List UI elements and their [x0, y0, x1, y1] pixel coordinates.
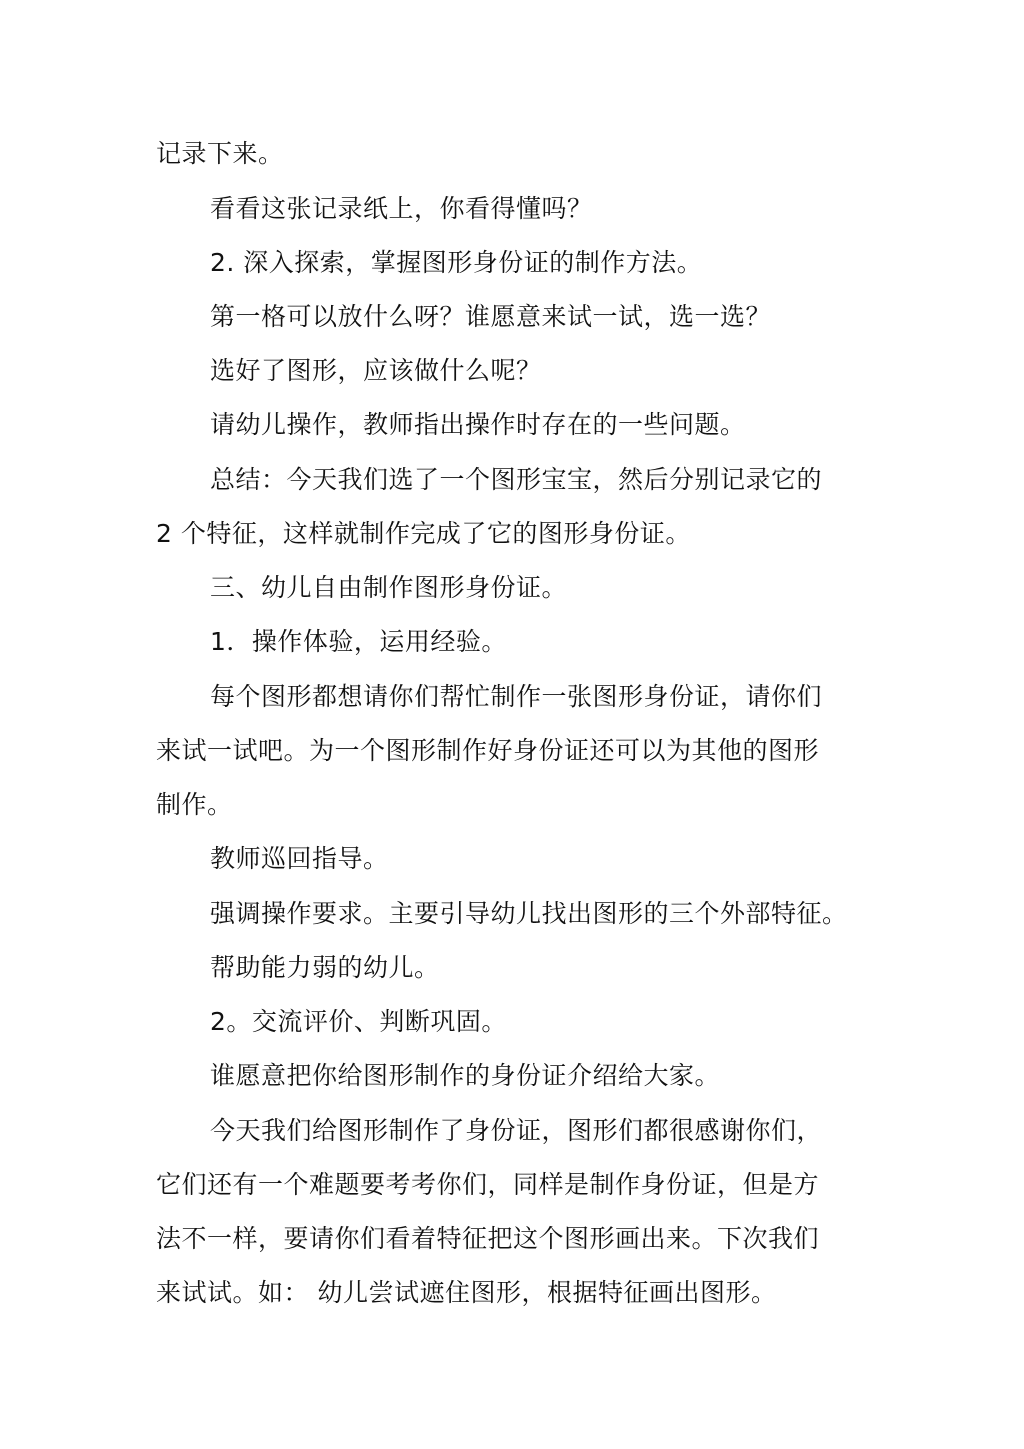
paragraph-line: 今天我们给图形制作了身份证，图形们都很感谢你们， [210, 1116, 823, 1145]
paragraph-line: 请幼儿操作，教师指出操作时存在的一些问题。 [210, 410, 746, 439]
paragraph-line: 强调操作要求。主要引导幼儿找出图形的三个外部特征。 [210, 899, 848, 928]
paragraph-line: 来试一试吧。为一个图形制作好身份证还可以为其他的图形 [156, 736, 820, 765]
section-heading: 1．操作体验，运用经验。 [210, 627, 507, 656]
paragraph-line: 法不一样，要请你们看着特征把这个图形画出来。下次我们 [156, 1224, 820, 1253]
paragraph-line: 第一格可以放什么呀？谁愿意来试一试，选一选？ [210, 302, 772, 331]
paragraph-line: 记录下来。 [156, 139, 284, 168]
paragraph-line: 选好了图形，应该做什么呢？ [210, 356, 542, 385]
paragraph-line: 看看这张记录纸上，你看得懂吗？ [210, 194, 593, 223]
section-heading: 2。交流评价、判断巩固。 [210, 1007, 507, 1036]
section-heading: 2. 深入探索，掌握图形身份证的制作方法。 [210, 248, 703, 277]
paragraph-line: 教师巡回指导。 [210, 844, 389, 873]
paragraph-line: 谁愿意把你给图形制作的身份证介绍给大家。 [210, 1061, 721, 1090]
paragraph-line: 制作。 [156, 790, 233, 819]
paragraph-line: 帮助能力弱的幼儿。 [210, 953, 440, 982]
paragraph-line: 每个图形都想请你们帮忙制作一张图形身份证，请你们 [210, 682, 823, 711]
paragraph-line: 2 个特征，这样就制作完成了它的图形身份证。 [156, 519, 691, 548]
paragraph-line: 来试试。如： 幼儿尝试遮住图形，根据特征画出图形。 [156, 1278, 777, 1307]
paragraph-line: 它们还有一个难题要考考你们，同样是制作身份证，但是方 [156, 1170, 820, 1199]
section-heading: 三、幼儿自由制作图形身份证。 [210, 573, 568, 602]
paragraph-line: 总结：今天我们选了一个图形宝宝，然后分别记录它的 [210, 465, 823, 494]
